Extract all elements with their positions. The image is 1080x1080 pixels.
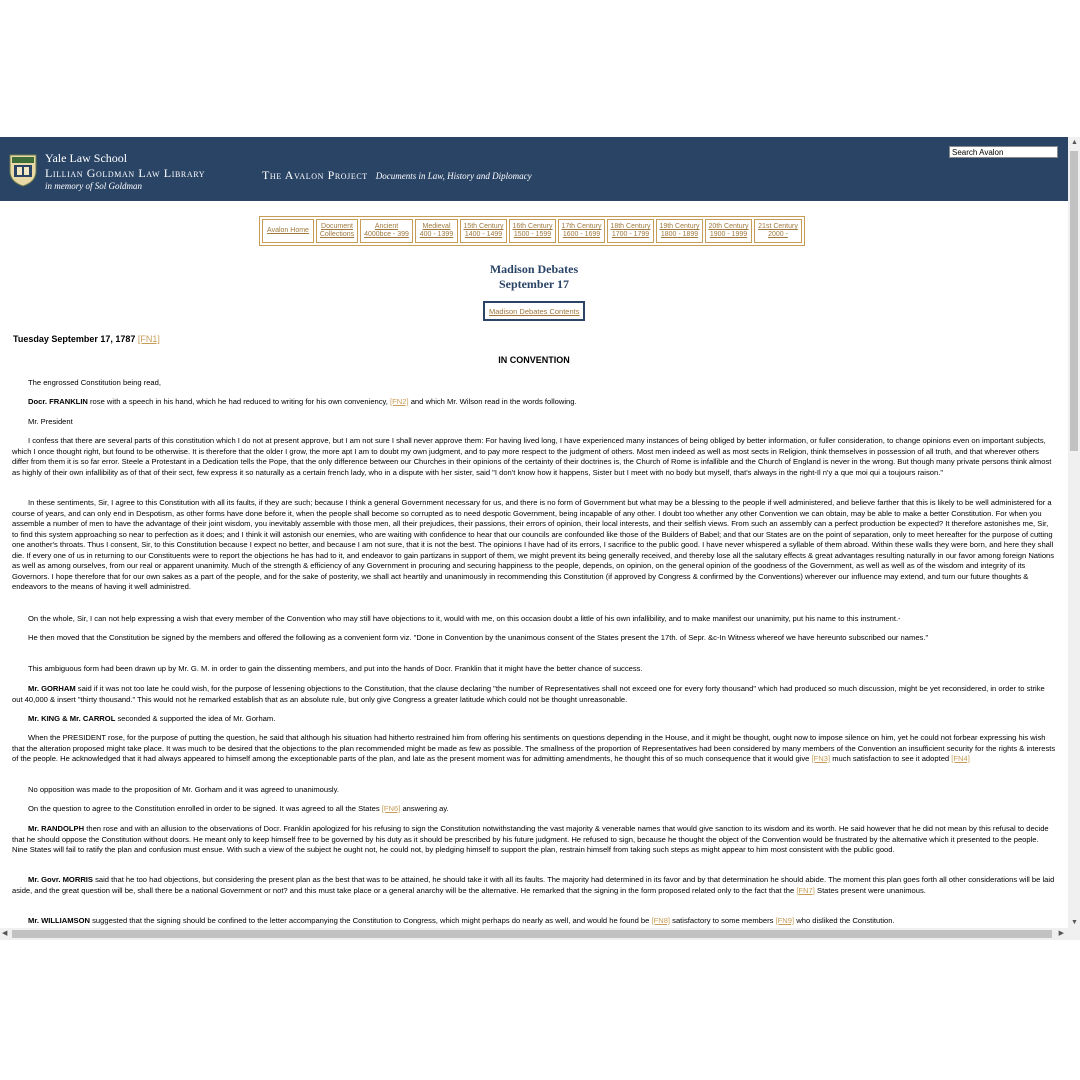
horizontal-scroll-thumb[interactable] bbox=[12, 930, 1052, 938]
footnote-link[interactable]: [FN2] bbox=[390, 397, 409, 406]
paragraph-text: This ambiguous form had been drawn up by Mr. G. M. in order to gain the dissenting members, and put into the hands of Docr. Franklin that it might have the better chance of success. bbox=[28, 664, 643, 673]
school-name[interactable]: Yale Law School bbox=[45, 151, 128, 165]
scroll-down-icon[interactable]: ▼ bbox=[1071, 919, 1078, 926]
paragraph-text: I confess that there are several parts of this constitution which I do not at present approve, but I am not sure I shall never approve them: For having lived long, I have experienced many instances of being obliged by better information, or fuller consideration, to change opinions even on important subjects, which I once thought right, but found to be otherwise. It is therefore that the older I grow, the more apt I am to doubt my own judgment, and to pay more respect to the judgment of others. Most men indeed as well as most sects in Religion, think themselves in possession of all truth, and that wherever others differ from them it is so far error. Steele a Protestant in a Dedication tells the Pope, that the only difference between our Churches in their opinions of the certainty of their doctrines is, the Church of Rome is infallible and the Church of England is never in the wrong. But though many private persons think almost as highly of their own infallibility as of that of their sect, few express it so naturally as a certain french lady, who in a dispute with her sister, said "I don't know how it happens, Sister but I meet with no body but myself, that's always in the right-Il n'y a que moi qui a toujours raison." bbox=[12, 436, 1052, 477]
paragraph-text: He then moved that the Constitution be signed by the members and offered the following as a convenient form viz. "Done in Convention by the unanimous consent of the States present the 17th. of Sepr. &c-In Witness whereof we have hereunto subscribed our names." bbox=[28, 633, 929, 642]
paragraph bbox=[12, 633, 1056, 644]
nav-label: Medieval bbox=[422, 223, 451, 230]
scroll-right-icon[interactable]: ▶ bbox=[1058, 930, 1064, 937]
scroll-left-icon[interactable]: ◀ bbox=[2, 930, 8, 937]
nav-20th-century[interactable] bbox=[705, 219, 752, 243]
paragraph bbox=[12, 804, 1072, 815]
contents-link-label: Madison Debates Contents bbox=[489, 306, 580, 316]
paragraph-text: No opposition was made to the proposition of Mr. Gorham and it was agreed to unanimously. bbox=[28, 785, 339, 794]
nav-range: 1900 - 1999 bbox=[709, 231, 748, 238]
paragraph-text: and which Mr. Wilson read in the words following. bbox=[408, 397, 577, 406]
nav-label: Ancient bbox=[374, 223, 399, 230]
nav-label: 21st Century bbox=[758, 223, 798, 230]
nav-range: 2000 - bbox=[768, 231, 788, 238]
page-title bbox=[0, 262, 1068, 292]
project-subtitle: Documents in Law, History and Diplomacy bbox=[375, 171, 532, 181]
paragraph bbox=[12, 417, 1072, 428]
nav-range: Collections bbox=[319, 231, 355, 238]
document-title: Madison Debates bbox=[489, 262, 579, 276]
nav-label: 16th Century bbox=[512, 223, 553, 230]
search-input[interactable] bbox=[949, 146, 1058, 158]
paragraph bbox=[12, 614, 1072, 625]
paragraph-text: States present were unanimous. bbox=[814, 885, 926, 895]
nav-17th-century[interactable] bbox=[558, 219, 605, 243]
nav-range: 1500 - 1599 bbox=[513, 231, 552, 238]
nav-medieval[interactable] bbox=[415, 219, 458, 243]
paragraph-text: much satisfaction to see it adopted bbox=[830, 754, 952, 763]
paragraph bbox=[12, 436, 1056, 478]
nav-label: 15th Century bbox=[463, 223, 504, 230]
paragraph-text: When the PRESIDENT rose, for the purpose of putting the question, he said that although his situation had hitherto restrained him from offering his sentiments on questions depending in the House, and it might be thought, ought now to impose silence on him, yet he could not forbear expressing his wish that the alteration proposed might take place. It was much to be desired that the objections to the plan recommended might be made as few as possible. The smallness of the proportion of Representatives had been considered by many members of the Convention an insufficient security for the rights & interests of the people. He acknowledged that it had always appeared to himself among the exceptionable parts of the plan, and late as the present moment was for admitting amendments, he thought this of so much consequence that it would give bbox=[12, 733, 1056, 763]
speaker-name: Mr. WILLIAMSON bbox=[28, 916, 91, 925]
library-name[interactable]: Lillian Goldman Law Library bbox=[45, 166, 206, 180]
document-subtitle: September 17 bbox=[498, 277, 570, 291]
footnote-link[interactable]: [FN4] bbox=[951, 754, 970, 763]
nav-15th-century[interactable] bbox=[460, 219, 507, 243]
debate-date bbox=[13, 334, 160, 344]
paragraph-text: Mr. President bbox=[28, 417, 73, 426]
yale-law-seal-icon[interactable] bbox=[8, 153, 38, 187]
nav-label: 18th Century bbox=[610, 223, 651, 230]
paragraph bbox=[12, 824, 1056, 856]
nav-range: 4000bce - 399 bbox=[364, 231, 409, 238]
footnote-link[interactable]: [FN6] bbox=[381, 804, 401, 813]
footnote-link[interactable]: [FN8] bbox=[651, 916, 671, 925]
paragraph bbox=[12, 733, 1056, 765]
paragraph-text: said that he too had objections, but considering the present plan as the best that was to be attained, he should take it with all its faults. The majority had determined in its favor and by that determination he should abide. The moment this plan goes forth all other considerations will be laid aside, and the great question will be, shall there be a national Government or not? and this must take place or a general anarchy will be the alternative. He remarked that the signing in the form proposed related only to the fact that the bbox=[12, 875, 1055, 895]
nav-label: 19th Century bbox=[659, 223, 700, 230]
century-nav bbox=[259, 216, 805, 246]
nav-21st-century[interactable] bbox=[754, 219, 802, 243]
date-text: Tuesday September 17, 1787 bbox=[13, 334, 136, 344]
nav-range: 1400 - 1499 bbox=[464, 231, 503, 238]
paragraph bbox=[12, 875, 1056, 896]
paragraph-text: In these sentiments, Sir, I agree to this Constitution with all its faults, if they are such; because I think a general Government necessary for us, and there is no form of Government but what may be a blessing to the people if well administered, and believe farther that this is likely to be well administered for a course of years, and can only end in Despotism, as other forms have done before it, when the people shall become so corrupted as to need despotic Government, being incapable of any other. I doubt too whether any other Convention we can obtain, may be able to make a better Constitution. For when you assemble a number of men to have the advantage of their joint wisdom, you inevitably assemble with those men, all their prejudices, their passions, their errors of opinion, their local interests, and their selfish views. From such an assembly can a perfect production be expected? It therefore astonishes me, Sir, to find this system approaching so near to perfection as it does; and I think it will astonish our enemies, who are waiting with confidence to hear that our councils are confounded like those of the Builders of Babel; and that our States are on the point of separation, only to meet hereafter for the purpose of cutting one another's throats. Thus I consent, Sir, to this Constitution because I expect no better, and because I am not sure, that it is not the best. The opinions I have had of its errors, I sacrifice to the public good. I have never whispered a syllable of them abroad. Within these walls they were born, and here they shall die. If every one of us in returning to our Constituents were to report the objections he has had to it, and endeavor to gain partizans in support of them, we might prevent its being generally received, and thereby lose all the salutary effects & great advantages resulting naturally in our favor among foreign Nations as well as among ourselves, from our real or apparent unanimity. Much of the strength & efficiency of any Government in procuring and securing happiness to the people, depends, on opinion, on the general opinion of the goodness of the Government, as well as well as of the wisdom and integrity of its Governors. I hope therefore that for our own sakes as a part of the people, and for the sake of posterity, we shall act heartily and unanimously in recommending this Constitution (if approved by Congress & confirmed by the Conventions) wherever our influence may extend, and turn our future thoughts & endeavors to the means of having it well administred. bbox=[12, 498, 1055, 591]
paragraph-text: satisfactory to some members bbox=[670, 916, 776, 925]
nav-18th-century[interactable] bbox=[607, 219, 654, 243]
memorial-line: in memory of Sol Goldman bbox=[45, 181, 142, 191]
nav-avalon-home[interactable] bbox=[262, 219, 314, 243]
footnote-link[interactable]: [FN9] bbox=[775, 916, 795, 925]
paragraph bbox=[12, 916, 1056, 928]
paragraph-text: who disliked the Constitution. bbox=[794, 916, 895, 925]
nav-19th-century[interactable] bbox=[656, 219, 703, 243]
nav-label: 20th Century bbox=[708, 223, 749, 230]
speaker-name: Mr. RANDOLPH bbox=[28, 824, 85, 833]
scroll-up-icon[interactable]: ▲ bbox=[1071, 139, 1078, 146]
paragraph-text: The engrossed Constitution being read, bbox=[28, 378, 161, 387]
nav-range: 1700 - 1799 bbox=[611, 231, 650, 238]
paragraph bbox=[12, 684, 1056, 705]
paragraph-text: seconded & supported the idea of Mr. Gorham. bbox=[115, 714, 276, 723]
paragraph-text: said if it was not too late he could wish, for the purpose of lessening objections to the Constitution, that the clause declaring "the number of Representatives shall not exceed one for every forty thousand" which had produced so much discussion, might be yet reconsidered, in order to strike out 40,000 & insert "thirty thousand." This would not he remarked establish that as an absolute rule, but only give Congress a greater latitude which could not be thought unreasonable. bbox=[12, 684, 1045, 704]
paragraph bbox=[12, 378, 1072, 389]
speaker-name: Mr. KING & Mr. CARROL bbox=[28, 714, 116, 723]
site-header bbox=[0, 137, 1068, 201]
contents-link-button[interactable] bbox=[483, 301, 585, 321]
nav-label: 17th Century bbox=[561, 223, 602, 230]
footnote-link[interactable]: [FN7] bbox=[796, 885, 815, 895]
paragraph-text: rose with a speech in his hand, which he had reduced to writing for his own conveniency, bbox=[87, 397, 391, 406]
project-name: The Avalon Project bbox=[262, 168, 368, 182]
paragraph-text: On the whole, Sir, I can not help expressing a wish that every member of the Convention who may still have objections to it, would with me, on this occasion doubt a little of his own infallibility, and to make manifest our unanimity, put his name to this instrument.- bbox=[28, 614, 901, 623]
nav-range: 400 - 1399 bbox=[419, 231, 454, 238]
avalon-project-title[interactable] bbox=[262, 166, 532, 184]
paragraph bbox=[12, 714, 1072, 725]
paragraph bbox=[12, 397, 1072, 408]
nav-range: 1800 - 1899 bbox=[660, 231, 699, 238]
paragraph bbox=[12, 498, 1056, 593]
footnote-link[interactable]: [FN3] bbox=[811, 754, 831, 763]
paragraph bbox=[12, 664, 1072, 675]
vertical-scrollbar[interactable] bbox=[1068, 137, 1080, 940]
paragraph bbox=[12, 785, 1072, 796]
nav-label: Avalon Home bbox=[267, 227, 309, 234]
horizontal-scrollbar[interactable] bbox=[0, 928, 1068, 940]
paragraph-text: On the question to agree to the Constitution enrolled in order to be signed. It was agreed to all the States bbox=[28, 804, 382, 813]
nav-range: 1600 - 1699 bbox=[562, 231, 601, 238]
nav-document-collections[interactable] bbox=[316, 219, 358, 243]
paragraph-text: then rose and with an allusion to the observations of Docr. Franklin apologized for his refusing to sign the Constitution notwithstanding the vast majority & venerable names that would give sanction to its wisdom and its worth. He said however that he did not mean by this refusal to decide that he should oppose the Constitution without doors. He meant only to keep himself free to be governed by his duty as it should be prescribed by his future judgment. He refused to sign, because he thought the object of the Convention would be frustrated by the alternative which it presented to the people. Nine States will fail to ratify the plan and confusion must ensue. With such a view of the subject he ought not, he could not, by pledging himself to support the plan, restrain himself from taking such steps as might appear to him most consistent with the public good. bbox=[12, 824, 1049, 854]
paragraph-text: suggested that the signing should be confined to the letter accompanying the Constitution to Congress, which might perhaps do nearly as well, and would he found be bbox=[90, 916, 652, 925]
nav-16th-century[interactable] bbox=[509, 219, 556, 243]
nav-label: Document bbox=[321, 223, 353, 230]
section-heading: IN CONVENTION bbox=[498, 355, 570, 365]
nav-ancient[interactable] bbox=[360, 219, 413, 243]
speaker-name: Mr. Govr. MORRIS bbox=[28, 875, 93, 884]
footnote-link[interactable]: [FN1] bbox=[137, 334, 160, 344]
speaker-name: Docr. FRANKLIN bbox=[28, 397, 88, 406]
paragraph-text: answering ay. bbox=[400, 804, 449, 813]
speaker-name: Mr. GORHAM bbox=[28, 684, 76, 693]
